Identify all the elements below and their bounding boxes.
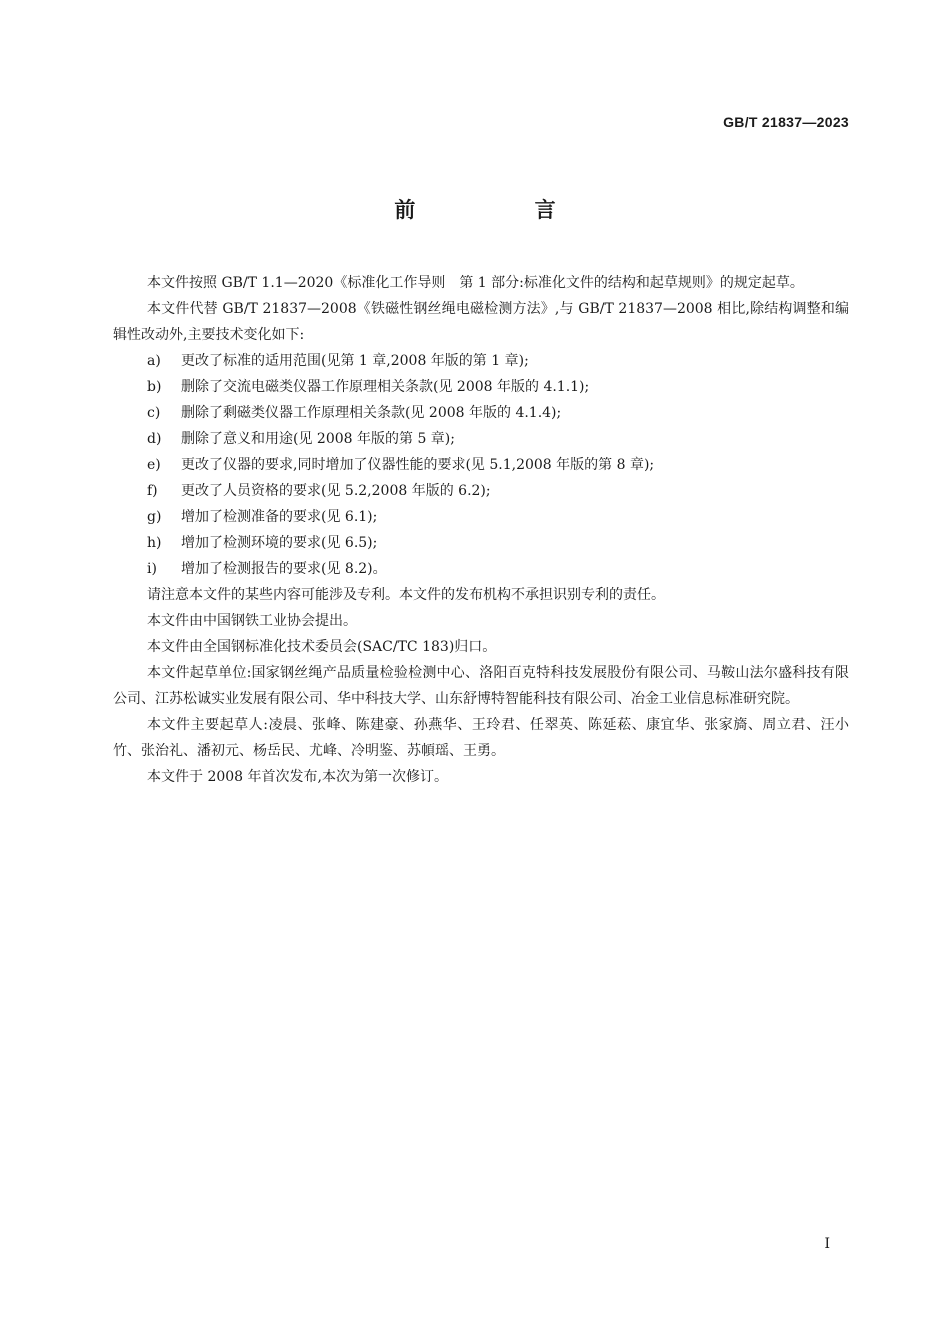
list-item-d bbox=[113, 426, 849, 452]
list-marker: d) bbox=[147, 431, 162, 447]
paragraph-drafting-rules: 本文件按照 GB/T 1.1—2020《标准化工作导则 第 1 部分:标准化文件的结构和起草规则》的规定起草。 bbox=[147, 275, 804, 291]
list-item-text: 删除了剩磁类仪器工作原理相关条款(见 2008 年版的 4.1.4); bbox=[181, 405, 562, 421]
list-item-text: 更改了人员资格的要求(见 5.2,2008 年版的 6.2); bbox=[181, 483, 491, 499]
standard-code: GB/T 21837—2023 bbox=[723, 114, 849, 130]
list-marker: f) bbox=[147, 483, 158, 499]
list-item-text: 增加了检测准备的要求(见 6.1); bbox=[181, 509, 378, 525]
paragraph-drafters: 本文件主要起草人:凌晨、张峰、陈建豪、孙燕华、王玲君、任翠英、陈延菘、康宜华、张家旖、周立君、汪小竹、张治礼、潘初元、杨岳民、尤峰、冷明鉴、苏幁瑶、王勇。 bbox=[113, 717, 849, 759]
list-marker: g) bbox=[147, 509, 162, 525]
list-item-f bbox=[113, 478, 849, 504]
paragraph-replaces: 本文件代替 GB/T 21837—2008《铁磁性钢丝绳电磁检测方法》,与 GB/T 21837—2008 相比,除结构调整和编辑性改动外,主要技术变化如下: bbox=[113, 301, 849, 343]
page-title: 前 言 bbox=[394, 198, 612, 222]
list-marker: c) bbox=[147, 405, 161, 421]
list-item-b bbox=[113, 374, 849, 400]
list-item-text: 增加了检测报告的要求(见 8.2)。 bbox=[181, 561, 387, 577]
list-item-e bbox=[113, 452, 849, 478]
foreword-body bbox=[113, 270, 849, 790]
list-item-text: 更改了仪器的要求,同时增加了仪器性能的要求(见 5.1,2008 年版的第 8 章); bbox=[181, 457, 655, 473]
list-item-a bbox=[113, 348, 849, 374]
list-item-i bbox=[113, 556, 849, 582]
page-number: I bbox=[824, 1236, 830, 1252]
list-item-c bbox=[113, 400, 849, 426]
list-item-g bbox=[113, 504, 849, 530]
paragraph-technical-committee: 本文件由全国钢标准化技术委员会(SAC/TC 183)归口。 bbox=[147, 639, 497, 655]
list-item-text: 删除了意义和用途(见 2008 年版的第 5 章); bbox=[181, 431, 455, 447]
list-marker: h) bbox=[147, 535, 162, 551]
list-item-text: 增加了检测环境的要求(见 6.5); bbox=[181, 535, 378, 551]
list-item-h bbox=[113, 530, 849, 556]
list-marker: i) bbox=[147, 561, 157, 577]
paragraph-patent-notice: 请注意本文件的某些内容可能涉及专利。本文件的发布机构不承担识别专利的责任。 bbox=[147, 587, 665, 603]
list-marker: e) bbox=[147, 457, 161, 473]
paragraph-proposed-by: 本文件由中国钢铁工业协会提出。 bbox=[147, 613, 357, 629]
list-item-text: 更改了标准的适用范围(见第 1 章,2008 年版的第 1 章); bbox=[181, 353, 529, 369]
paragraph-publication-history: 本文件于 2008 年首次发布,本次为第一次修订。 bbox=[147, 769, 448, 785]
list-marker: b) bbox=[147, 379, 162, 395]
list-item-text: 删除了交流电磁类仪器工作原理相关条款(见 2008 年版的 4.1.1); bbox=[181, 379, 590, 395]
paragraph-drafting-units: 本文件起草单位:国家钢丝绳产品质量检验检测中心、洛阳百克特科技发展股份有限公司、马鞍山法尔盛科技有限公司、江苏松诚实业发展有限公司、华中科技大学、山东舒博特智能科技有限公司、冶金工业信息标准研究院。 bbox=[113, 665, 849, 707]
list-marker: a) bbox=[147, 353, 161, 369]
